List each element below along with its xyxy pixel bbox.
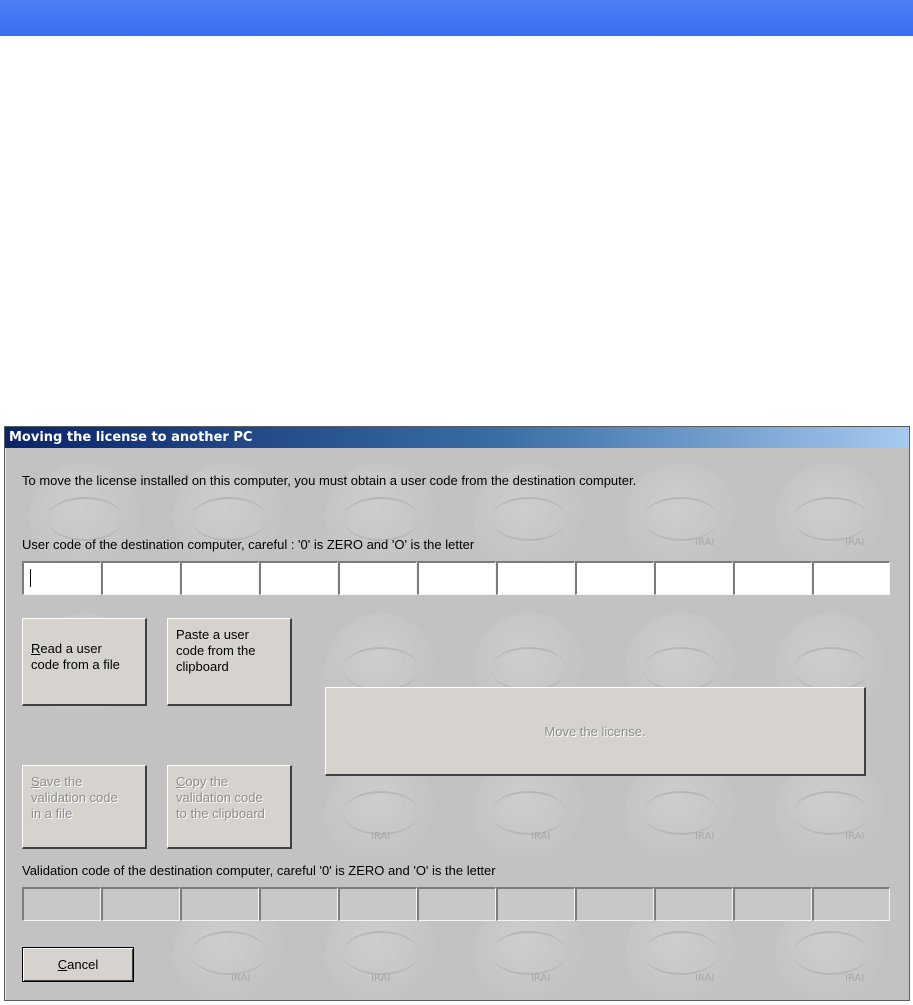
validation-code-field (259, 887, 338, 921)
top-window-titlebar (0, 0, 913, 36)
user-code-field[interactable] (259, 561, 338, 595)
watermark-label: IRAI (231, 973, 251, 984)
cancel-accel-key: C (57, 957, 68, 972)
validation-code-field (575, 887, 654, 921)
watermark-label: IRAI (695, 537, 715, 548)
user-code-field[interactable] (654, 561, 733, 595)
watermark-label: IRAI (845, 973, 865, 984)
watermark-label: IRAI (531, 831, 551, 842)
paste-label-line2: code from the (176, 643, 256, 658)
watermark-globe-icon (625, 463, 737, 575)
copy-label-line2: validation code (176, 790, 263, 805)
copy-label-line3: to the clipboard (176, 806, 265, 821)
copy-validation-code-clipboard-button[interactable] (167, 765, 292, 849)
user-code-field[interactable] (496, 561, 575, 595)
validation-code-field (101, 887, 180, 921)
validation-code-label: Validation code of the destination computer, careful '0' is ZERO and 'O' is the letter (22, 863, 496, 878)
user-code-field[interactable] (22, 561, 101, 595)
copy-accel-key: C (176, 774, 186, 789)
copy-label-line1: opy the (185, 774, 229, 789)
intro-text: To move the license installed on this computer, you must obtain a user code from the destination computer. (22, 473, 637, 488)
paste-label-line1: Paste a user (176, 627, 249, 642)
read-file-label-line2: code from a file (31, 657, 120, 672)
validation-code-field (22, 887, 101, 921)
validation-code-field (180, 887, 259, 921)
watermark-label: IRAI (845, 831, 865, 842)
read-file-accel-key: R (31, 641, 41, 656)
save-file-label-line1: ave the (39, 774, 83, 789)
read-user-code-file-button[interactable] (22, 618, 147, 706)
paste-user-code-clipboard-button[interactable] (167, 618, 292, 706)
save-file-accel-key: S (31, 774, 40, 789)
paste-label-line3: clipboard (176, 659, 229, 674)
user-code-field[interactable] (180, 561, 259, 595)
validation-code-field (417, 887, 496, 921)
cancel-button[interactable] (22, 947, 134, 982)
watermark-label: IRAI (371, 973, 391, 984)
validation-code-field (733, 887, 812, 921)
text-caret (30, 569, 31, 587)
cancel-label: ancel (67, 957, 99, 972)
watermark-label: IRAI (371, 831, 391, 842)
read-file-label-line1: ead a user (40, 641, 102, 656)
user-code-field[interactable] (417, 561, 496, 595)
user-code-label: User code of the destination computer, careful : '0' is ZERO and 'O' is the letter (22, 537, 475, 552)
move-license-dialog (4, 426, 910, 1001)
user-code-field[interactable] (733, 561, 812, 595)
validation-code-field (812, 887, 890, 921)
move-license-button[interactable]: Move the license. (325, 687, 866, 776)
validation-code-field (496, 887, 575, 921)
watermark-label: IRAI (845, 537, 865, 548)
watermark-label: IRAI (695, 973, 715, 984)
user-code-field[interactable] (338, 561, 417, 595)
save-validation-code-file-button[interactable] (22, 765, 147, 849)
user-code-field[interactable] (575, 561, 654, 595)
validation-code-field (654, 887, 733, 921)
user-code-field[interactable] (101, 561, 180, 595)
save-file-label-line3: in a file (31, 806, 73, 821)
save-file-label-line2: validation code (31, 790, 118, 805)
watermark-label: IRAI (531, 973, 551, 984)
user-code-field[interactable] (812, 561, 890, 595)
validation-code-field (338, 887, 417, 921)
dialog-title: Moving the license to another PC (5, 427, 909, 448)
watermark-label: IRAI (695, 831, 715, 842)
watermark-globe-icon (775, 463, 887, 575)
